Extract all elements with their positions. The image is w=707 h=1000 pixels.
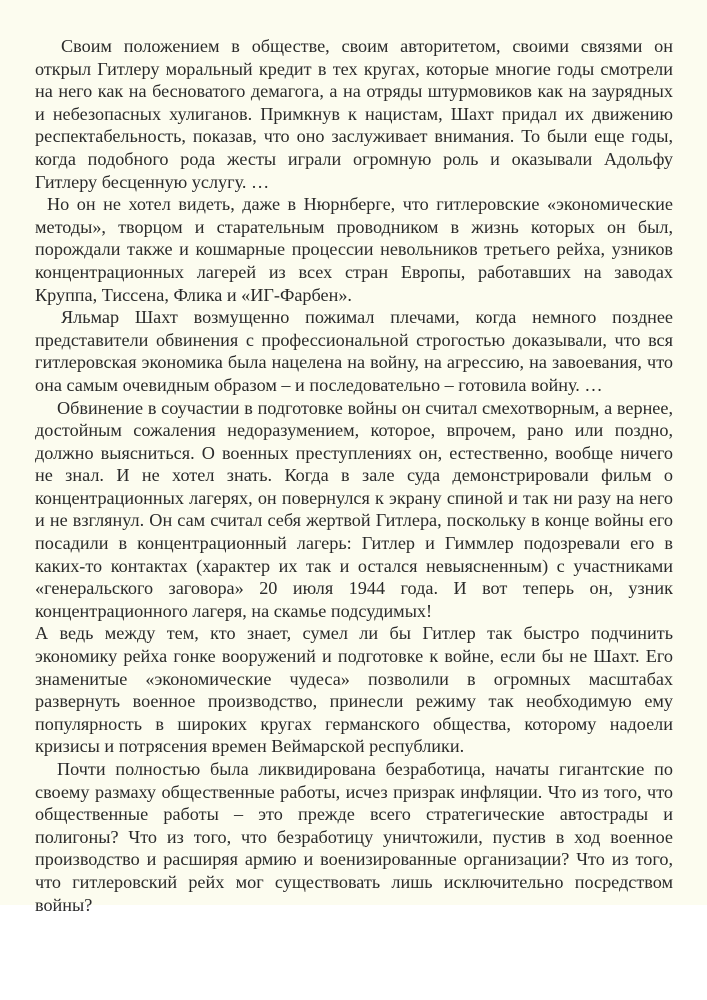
paragraph-unemployment: Почти полностью была ликвидирована безработица, начаты гигантские по своему размаху общественные работы, исчез призрак инфляции. Что из того, что общественные работы – это прежде всего стратегические автострады и полигоны? Что из того, что безработицу уничтожили, пустив в ход военное производство и расширяя армию и военизированные организации? Что из того, что гитлеровский рейх мог существовать лишь исключительно посредством войны?: [35, 759, 673, 915]
paragraph-nuremberg-methods: Но он не хотел видеть, даже в Нюрнберге, что гитлеровские «экономические методы», творцом и старательным проводником в жизнь которых он был, порождали также и кошмарные процессии невольников третьего рейха, узников концентрационных лагерей из всех стран Европы, работавших на заводах Круппа, Тиссена, Флика и «ИГ-Фарбен».: [35, 194, 673, 305]
paragraph-war-accusation: Обвинение в соучастии в подготовке войны он считал смехотворным, а вернее, достойным сожаления недоразумением, которое, впрочем, рано или поздно, должно выясниться. О военных преступлениях он, естественно, вообще ничего не знал. И не хотел знать. Когда в зале суда демонстрировали фильм о концентрационных лагерях, он повернулся к экрану спиной и так ни разу на него и не взглянул. Он сам считал себя жертвой Гитлера, поскольку в конце войны его посадили в концентрационный лагерь: Гитлер и Гиммлер подозревали его в каких-то контактах (характер их так и остался невыясненным) с участниками «генеральского заговора» 20 июля 1944 года. И вот теперь он, узник концентрационного лагеря, на скамье подсудимых!: [35, 397, 673, 621]
paragraph-prosecution: Яльмар Шахт возмущенно пожимал плечами, когда немного позднее представители обвинения с профессиональной строгостью доказывали, что вся гитлеровская экономика была нацелена на войну, на агрессию, на завоевания, что она самым очевидным образом – и последовательно – готовила войну. …: [35, 307, 673, 395]
paragraph-economic-miracles: А ведь между тем, кто знает, сумел ли бы Гитлер так быстро подчинить экономику рейха гонке вооружений и подготовке к войне, если бы не Шахт. Его знаменитые «экономические чудеса» позволили в огромных масштабах развернуть военное производство, принесли режиму так необходимую ему популярность в широких кругах германского общества, которому надоели кризисы и потрясения времен Веймарской республики.: [35, 623, 673, 757]
paragraph-schacht-authority: Своим положением в обществе, своим авторитетом, своими связями он открыл Гитлеру моральный кредит в тех кругах, которые многие годы смотрели на него как на бесноватого демагога, а на отряды штурмовиков как на заурядных и небезопасных хулиганов. Примкнув к нацистам, Шахт придал их движению респектабельность, показав, что оно заслуживает внимания. То были еще годы, когда подобного рода жесты играли огромную роль и оказывали Адольфу Гитлеру бесценную услугу. …: [35, 36, 673, 192]
document-body: [35, 35, 673, 916]
